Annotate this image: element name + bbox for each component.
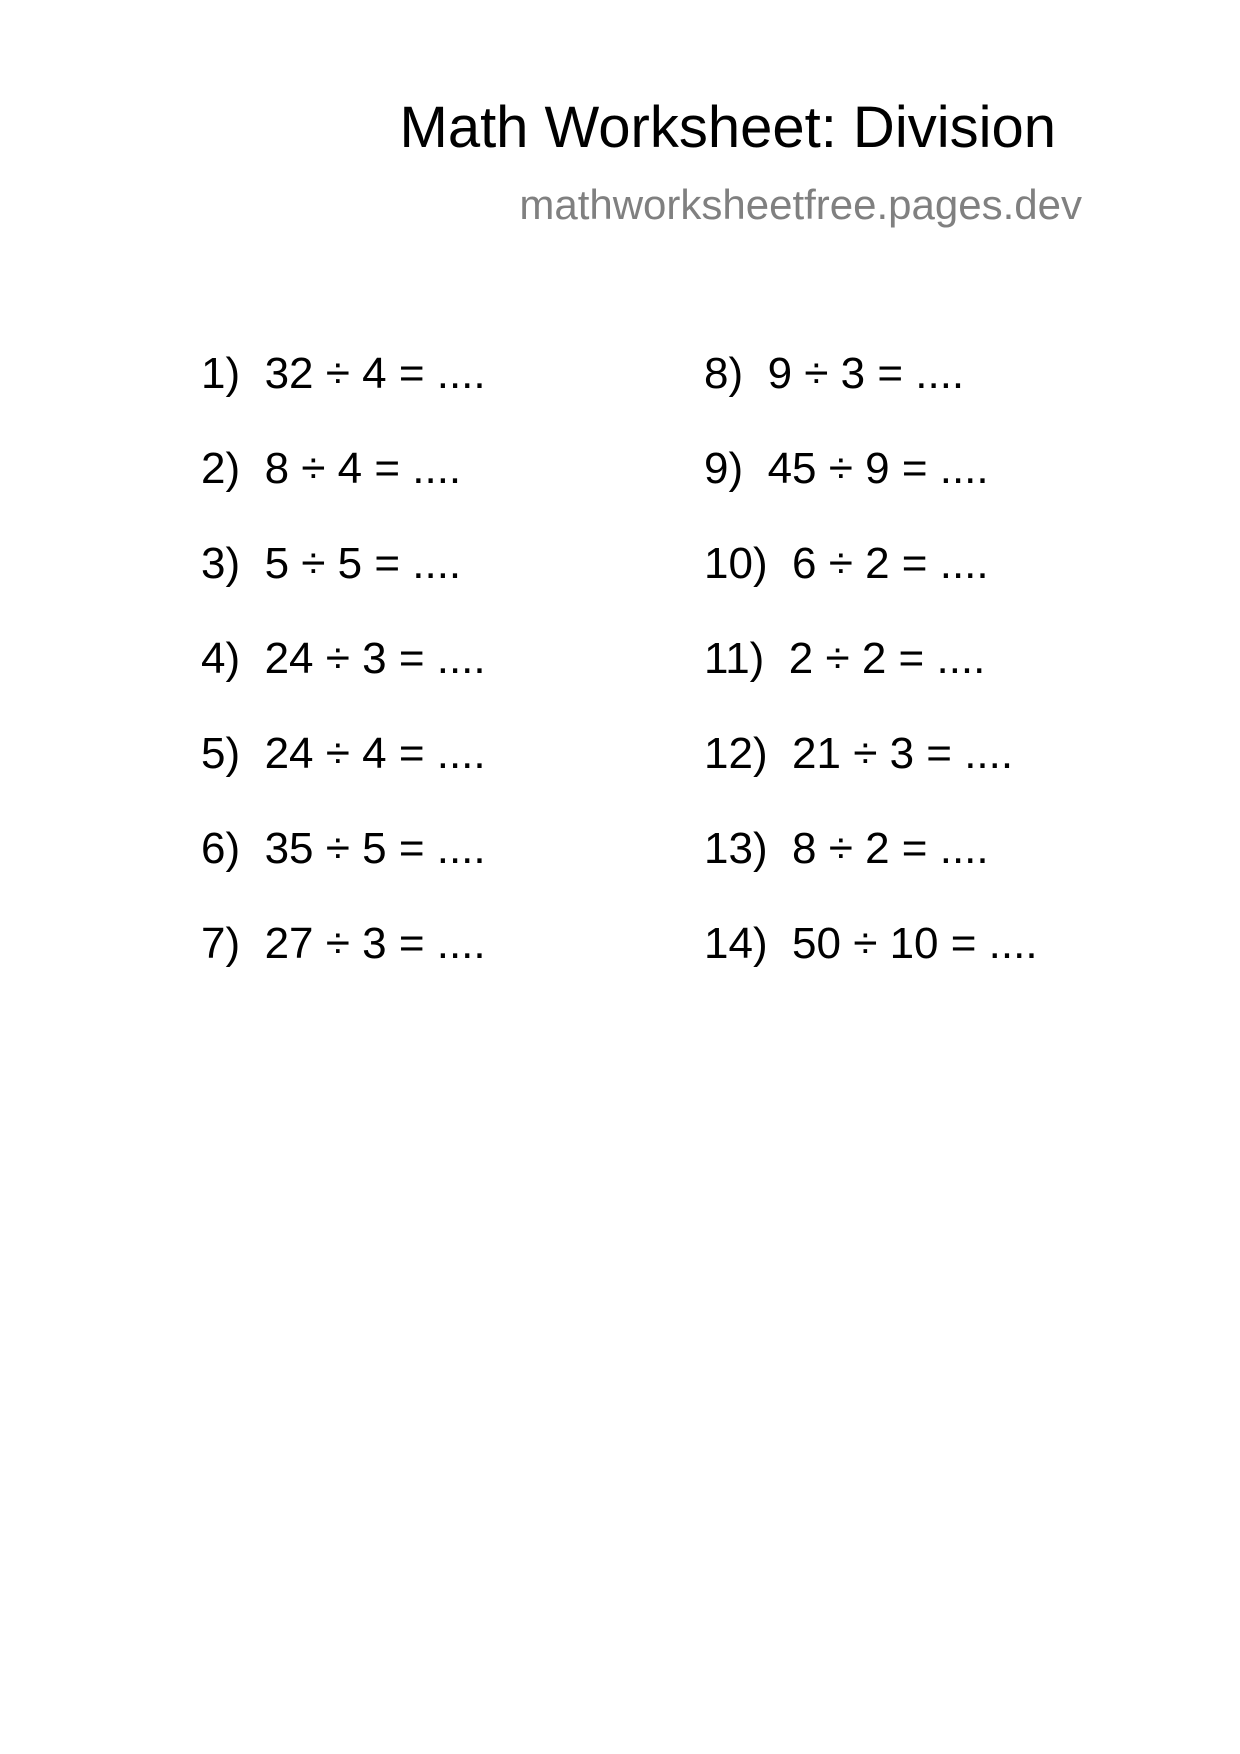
worksheet-title: Math Worksheet: Division	[399, 95, 1056, 160]
problem-3	[201, 539, 486, 637]
problem-8	[704, 349, 1038, 447]
problem-number: 13)	[704, 824, 768, 873]
problem-number: 14)	[704, 919, 768, 968]
problem-number: 5)	[201, 729, 241, 778]
problem-number: 7)	[201, 919, 241, 968]
problem-11	[704, 634, 1038, 732]
problems-column-right	[704, 349, 1038, 1017]
problem-expression: 9 ÷ 3 = ....	[767, 349, 965, 398]
problem-number: 12)	[704, 729, 768, 778]
problem-number: 6)	[201, 824, 241, 873]
problem-number: 8)	[704, 349, 744, 398]
problem-number: 1)	[201, 349, 241, 398]
problem-7	[201, 919, 486, 1017]
problem-expression: 50 ÷ 10 = ....	[792, 919, 1038, 968]
problem-expression: 5 ÷ 5 = ....	[264, 539, 462, 588]
problem-number: 4)	[201, 634, 241, 683]
problem-number: 3)	[201, 539, 241, 588]
problem-number: 2)	[201, 444, 241, 493]
problem-2	[201, 444, 486, 542]
problem-5	[201, 729, 486, 827]
problem-expression: 35 ÷ 5 = ....	[264, 824, 486, 873]
problem-expression: 24 ÷ 4 = ....	[264, 729, 486, 778]
problem-expression: 45 ÷ 9 = ....	[767, 444, 989, 493]
website-url: mathworksheetfree.pages.dev	[519, 181, 1082, 228]
problem-number: 11)	[704, 634, 765, 683]
problem-expression: 27 ÷ 3 = ....	[264, 919, 486, 968]
problem-number: 9)	[704, 444, 744, 493]
problem-expression: 2 ÷ 2 = ....	[788, 634, 986, 683]
problem-expression: 32 ÷ 4 = ....	[264, 349, 486, 398]
problem-9	[704, 444, 1038, 542]
problem-14	[704, 919, 1038, 1017]
problem-expression: 6 ÷ 2 = ....	[792, 539, 989, 588]
problem-number: 10)	[704, 539, 768, 588]
problem-expression: 21 ÷ 3 = ....	[792, 729, 1014, 778]
problem-4	[201, 634, 486, 732]
problem-1	[201, 349, 486, 447]
problems-column-left	[201, 349, 486, 1017]
problem-expression: 24 ÷ 3 = ....	[264, 634, 486, 683]
problem-13	[704, 824, 1038, 922]
problem-expression: 8 ÷ 4 = ....	[264, 444, 462, 493]
problem-12	[704, 729, 1038, 827]
problem-10	[704, 539, 1038, 637]
problem-6	[201, 824, 486, 922]
problem-expression: 8 ÷ 2 = ....	[792, 824, 989, 873]
